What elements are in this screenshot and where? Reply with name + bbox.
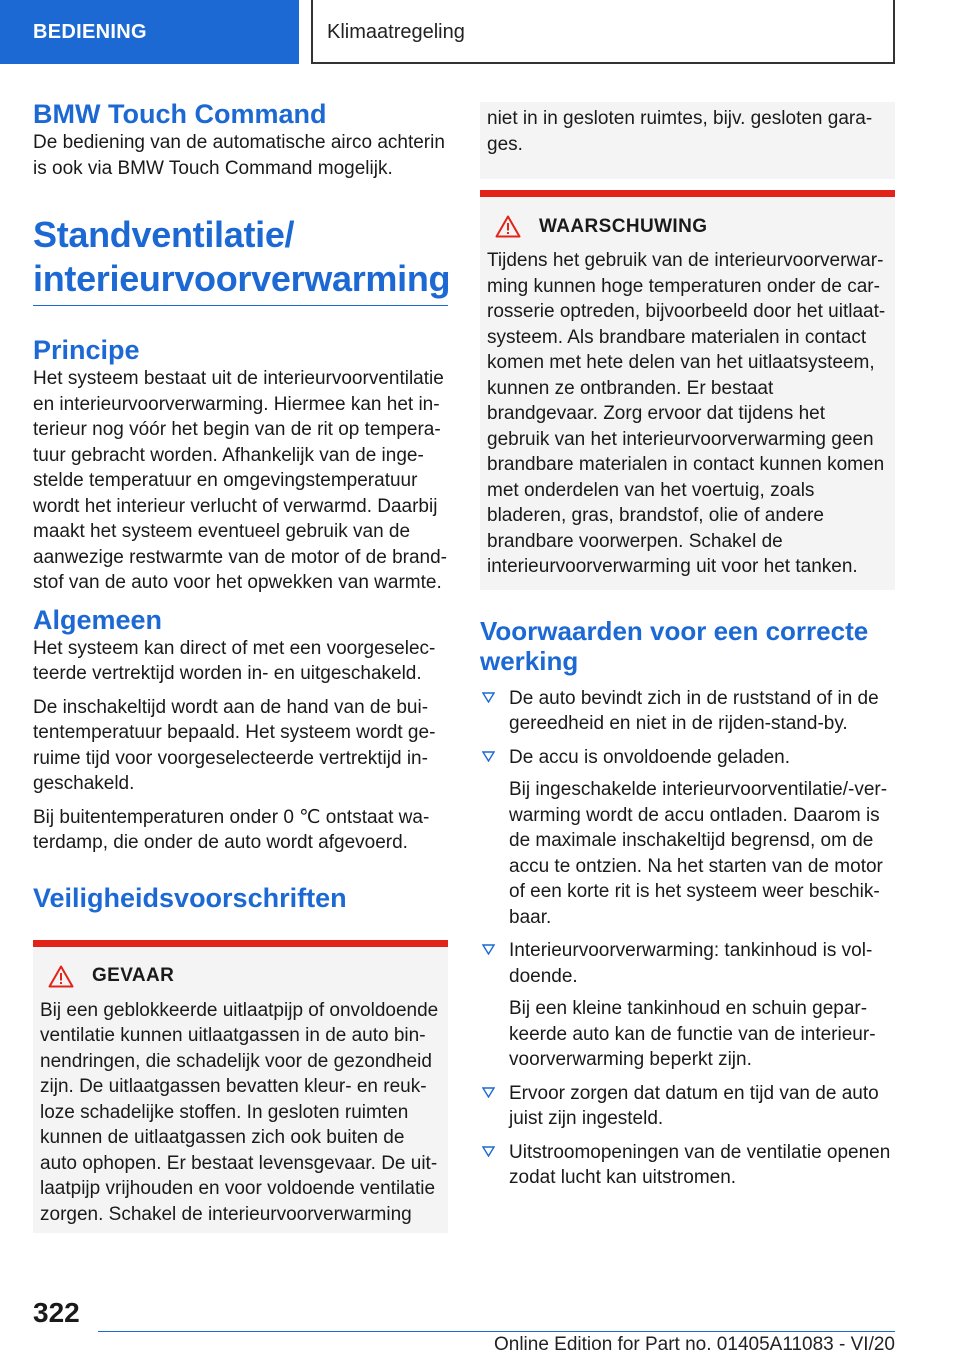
list-item-subtext: Bij een kleine tankinhoud en schuin geparkeerde auto kan de functie van de interieurvoorverwarming beperkt zijn. [509, 998, 876, 1070]
left-column [33, 98, 451, 1233]
voorwaarden-heading: Voorwaarden voor een correcte werking [480, 615, 869, 676]
algemeen-paragraph-3: Bij buitentemperaturen onder 0 ℃ ontstaat waterdamp, die onder de auto wordt afgevoerd. [33, 806, 430, 853]
danger-notice-header [40, 965, 440, 988]
algemeen-paragraph-1: Het systeem kan direct of met een voorgeselecteerde vertrektijd worden in- en uitgeschakeld. [33, 637, 436, 684]
danger-label: GEVAAR [92, 965, 175, 986]
triangle-bullet-icon [482, 692, 495, 703]
page-number: 322 [33, 1297, 80, 1328]
list-item-subtext: Bij ingeschakelde interieurvoorventilatie/-verwarming wordt de accu ontladen. Daarom is de maximale inschakeltijd begrensd, om de accu te ontzien. Na het starten van de motor of een korte rit is het systeem weer beschikbaar. [509, 779, 888, 928]
principe-text: Het systeem bestaat uit de interieurvoorventilatie en interieurvoorverwarming. Hiermee kan het interieur nog vóór het begin van de rit op temperatuur gebracht worden. Afhankelijk van de ingestelde temperatuur en omgevingstemperatuur wordt het interieur verlucht of verwarmd. Daarbij maakt het systeem eventueel gebruik van de aanwezige restwarmte van de motor of de brandstof van de auto voor het opwekken van warmte. [33, 368, 447, 593]
main-heading-line1: Standventilatie/ [33, 214, 295, 255]
footer-divider [98, 1331, 895, 1332]
list-item [480, 1140, 895, 1191]
chapter-tab: BEDIENING [0, 0, 299, 64]
section-title: Klimaatregeling [311, 0, 895, 64]
algemeen-heading: Algemeen [33, 604, 163, 635]
warning-notice [480, 190, 895, 590]
warning-text: Tijdens het gebruik van de interieurvoorverwarming kunnen hoge temperaturen onder de carrosserie optreden, bijvoorbeeld door het uitlaatsysteem. Als brandbare materialen in contact komen met hete delen van het uitlaatsysteem, kunnen ze ontbranden. Er bestaat brandgevaar. Zorg ervoor dat tijdens het gebruik van het interieurvoorverwarming geen brandbare materialen in contact kunnen komen met onderdelen van het voertuig, zoals bladeren, gras, brandstof, olie of andere brandbare voorwerpen. Schakel de interieurvoorverwarming uit voor het tanken. [487, 250, 886, 577]
warning-triangle-icon [495, 215, 521, 238]
triangle-bullet-icon [482, 944, 495, 955]
danger-text-continued: niet in in gesloten ruimtes, bijv. gesloten garages. [487, 108, 873, 155]
footer-edition: Online Edition for Part no. 01405A11083 - VI/20 [493, 1334, 895, 1355]
touch-command-text: De bediening van de automatische airco achterin is ook via BMW Touch Command mogelijk. [33, 132, 445, 179]
list-item-text: De accu is onvoldoende geladen. [509, 746, 790, 768]
list-item [480, 1081, 895, 1132]
veiligheid-heading: Veiligheidsvoorschriften [33, 882, 347, 913]
warning-label: WAARSCHUWING [539, 215, 708, 237]
touch-command-heading: BMW Touch Command [33, 99, 327, 129]
list-item-text: De auto bevindt zich in de ruststand of in de gereedheid en niet in de rijden-stand-by. [509, 687, 879, 734]
triangle-bullet-icon [482, 1146, 495, 1157]
conditions-list [480, 686, 895, 1191]
danger-text: Bij een geblokkeerde uitlaatpijp of onvoldoende ventilatie kunnen uitlaatgassen in de auto binnendringen, die schadelijk voor de gezondheid zijn. De uitlaatgassen bevatten kleur- en reukloze schadelijke stoffen. In gesloten ruimten kunnen de uitlaatgassen zich ook buiten de auto ophopen. Er bestaat levensgevaar. De uitlaatpijp vrijhouden en voor voldoende ventilatie zorgen. Schakel de interieurvoorverwarming [40, 999, 439, 1225]
list-item-text: Interieurvoorverwarming: tankinhoud is voldoende. [509, 940, 873, 987]
algemeen-paragraph-2: De inschakeltijd wordt aan de hand van de buitentemperatuur bepaald. Het systeem wordt geruime tijd voor voorgeselecteerde vertrektijd ingeschakeld. [33, 696, 436, 794]
danger-notice-continued [480, 102, 895, 179]
main-heading [33, 213, 451, 306]
principe-heading: Principe [33, 335, 140, 365]
warning-triangle-icon [48, 965, 74, 988]
triangle-bullet-icon [482, 1087, 495, 1098]
main-heading-line2: interieurvoorverwarming [33, 258, 451, 299]
list-item-text: Ervoor zorgen dat datum en tijd van de auto juist zijn ingesteld. [509, 1082, 879, 1129]
right-column [480, 102, 895, 1199]
triangle-bullet-icon [482, 751, 495, 762]
danger-notice [33, 940, 448, 1234]
list-item-text: Uitstroomopeningen van de ventilatie openen zodat lucht kan uitstromen. [509, 1141, 891, 1188]
warning-notice-header [487, 215, 887, 238]
list-item [480, 745, 895, 931]
list-item [480, 686, 895, 737]
list-item [480, 938, 895, 1073]
